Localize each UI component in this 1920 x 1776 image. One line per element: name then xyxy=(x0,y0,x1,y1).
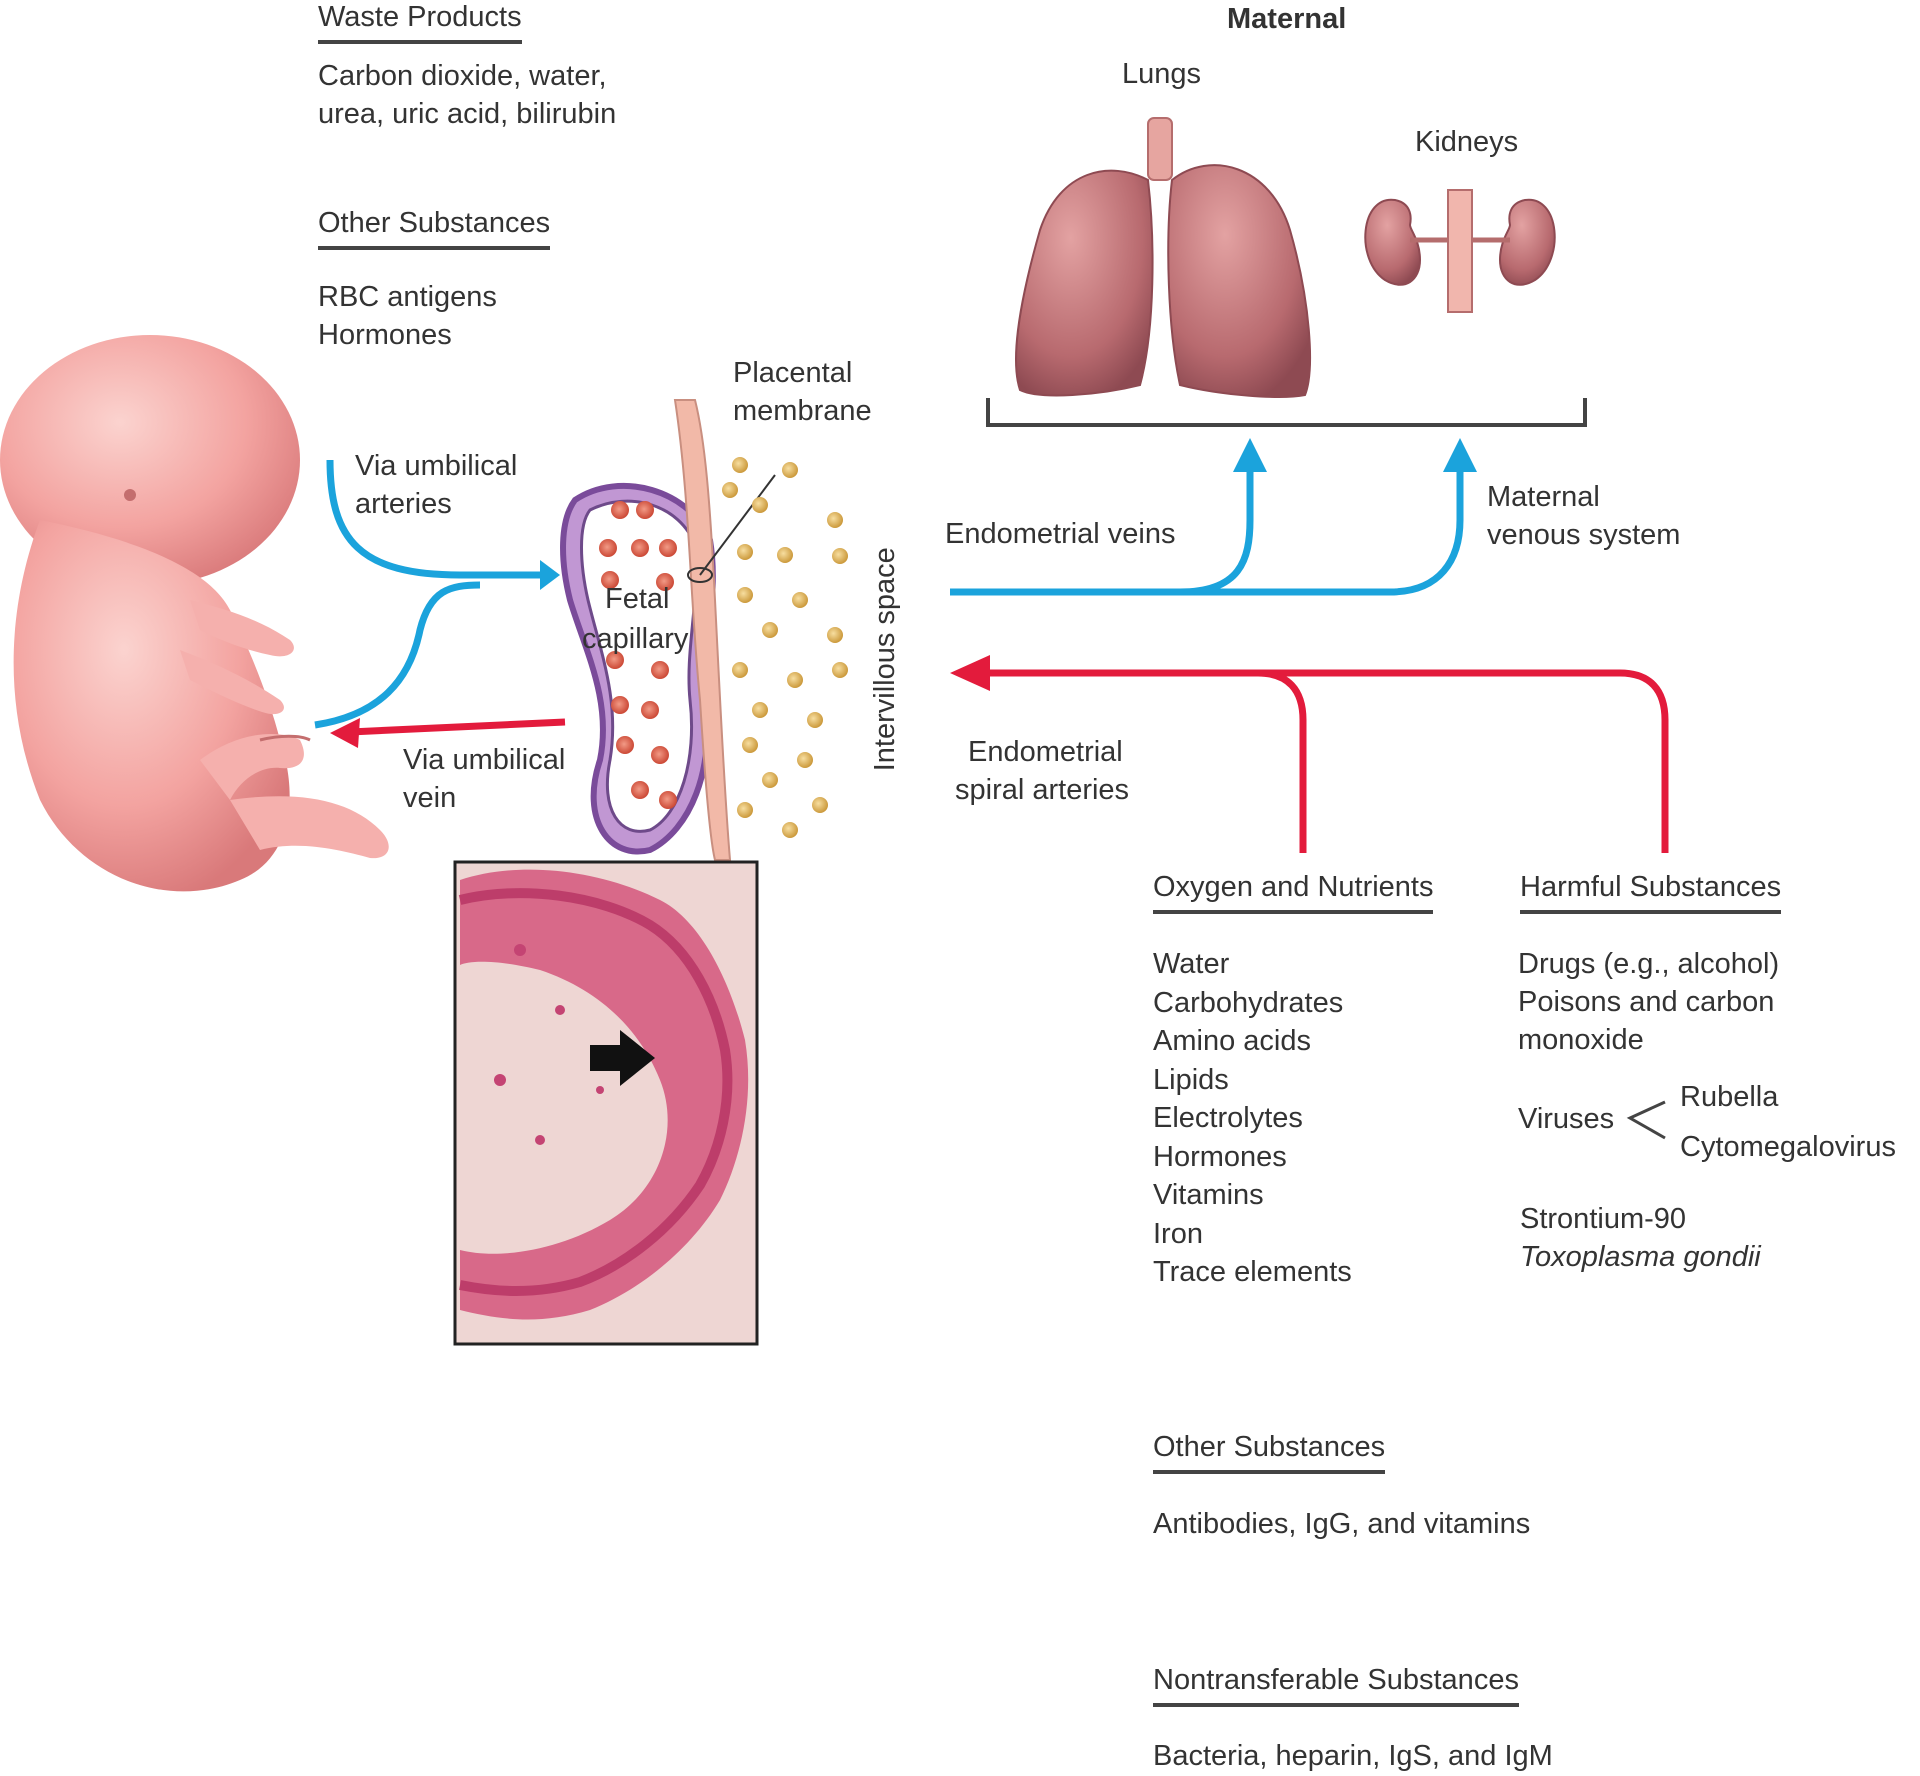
maternal-venous-label-1: Maternal xyxy=(1487,481,1600,513)
via-umbilical-vein-label-2: vein xyxy=(403,782,457,814)
maternal-venous-label-2: venous system xyxy=(1487,519,1681,551)
fetus-illustration xyxy=(0,335,389,891)
nutrient-item: Trace elements xyxy=(1153,1256,1352,1288)
spiral-arteries-label-1: Endometrial xyxy=(968,736,1123,768)
nontransferable-text: Bacteria, heparin, IgS, and IgM xyxy=(1153,1740,1553,1772)
placenta-micrograph xyxy=(455,862,757,1344)
nutrient-item: Lipids xyxy=(1153,1063,1229,1096)
nutrient-item: Water xyxy=(1153,948,1230,980)
via-umbilical-arteries-label-2: arteries xyxy=(355,488,452,520)
fetal-other-substances-heading: Other Substances xyxy=(318,206,550,250)
via-umbilical-vein-label-1: Via umbilical xyxy=(403,744,566,776)
nutrient-item: Electrolytes xyxy=(1153,1102,1303,1134)
nutrient-item: Amino acids xyxy=(1153,1025,1311,1057)
placental-membrane-label-2: membrane xyxy=(733,395,872,427)
oxygen-nutrients-heading: Oxygen and Nutrients xyxy=(1153,870,1433,914)
nutrient-item: Iron xyxy=(1153,1217,1203,1250)
fetal-capillary-label-2: capillary xyxy=(582,623,689,655)
lungs-illustration xyxy=(1016,118,1310,397)
oxygen-nutrients-list xyxy=(1153,945,1352,1292)
fetal-other-item: RBC antigens xyxy=(318,281,497,313)
placental-membrane-label-1: Placental xyxy=(733,357,853,389)
nutrient-item: Carbohydrates xyxy=(1153,986,1344,1019)
nutrient-item: Vitamins xyxy=(1153,1179,1264,1211)
lungs-label: Lungs xyxy=(1122,58,1202,90)
waste-products-line1: Carbon dioxide, water, xyxy=(318,60,607,92)
harmful-drugs: Drugs (e.g., alcohol) xyxy=(1518,948,1780,980)
waste-products-heading: Waste Products xyxy=(318,0,522,44)
virus-rubella: Rubella xyxy=(1680,1081,1779,1113)
nutrient-item: Hormones xyxy=(1153,1140,1287,1173)
intervillous-cells xyxy=(722,457,848,838)
maternal-other-substances-heading: Other Substances xyxy=(1153,1430,1385,1474)
harmful-viruses: Viruses xyxy=(1518,1103,1615,1135)
nontransferable-heading: Nontransferable Substances xyxy=(1153,1663,1519,1707)
harmful-substances-heading: Harmful Substances xyxy=(1520,870,1781,914)
harmful-poisons-1: Poisons and carbon xyxy=(1518,986,1775,1018)
harmful-strontium: Strontium-90 xyxy=(1520,1203,1687,1235)
via-umbilical-arteries-label-1: Via umbilical xyxy=(355,450,518,482)
maternal-title: Maternal xyxy=(1227,3,1347,35)
endometrial-veins-label: Endometrial veins xyxy=(945,518,1176,550)
fetal-capillary-label-1: Fetal xyxy=(605,583,670,615)
kidneys-label: Kidneys xyxy=(1415,126,1519,158)
intervillous-space-label: Intervillous space xyxy=(868,547,901,772)
spiral-arteries-label-2: spiral arteries xyxy=(955,774,1130,806)
harmful-poisons-2: monoxide xyxy=(1518,1024,1644,1056)
maternal-other-substances-text: Antibodies, IgG, and vitamins xyxy=(1153,1508,1531,1540)
virus-cytomegalovirus: Cytomegalovirus xyxy=(1680,1131,1896,1163)
kidneys-illustration xyxy=(1365,190,1554,312)
harmful-toxoplasma: Toxoplasma gondii xyxy=(1520,1241,1761,1273)
fetal-other-item: Hormones xyxy=(318,319,452,351)
waste-products-line2: urea, uric acid, bilirubin xyxy=(318,98,617,130)
